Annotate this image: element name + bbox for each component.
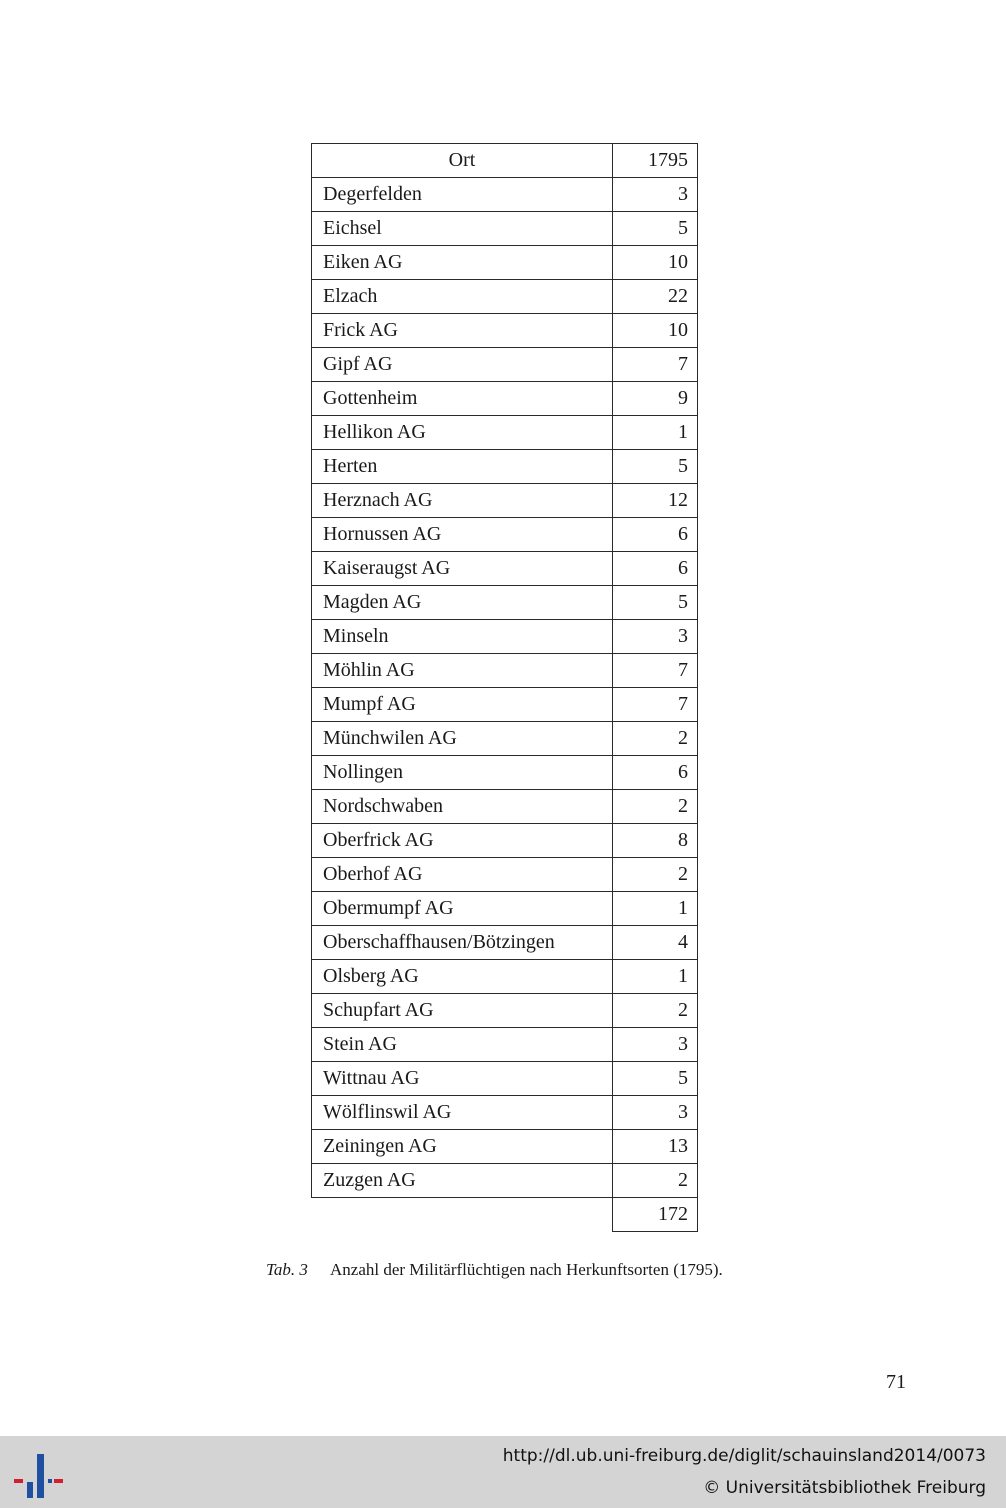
cell-count: 7	[613, 654, 698, 688]
footer-copyright: © Universitätsbibliothek Freiburg	[703, 1478, 986, 1498]
table-row	[312, 518, 698, 552]
cell-count: 6	[613, 518, 698, 552]
cell-place: Möhlin AG	[312, 654, 613, 688]
table-row	[312, 212, 698, 246]
footer-url-link[interactable]: http://dl.ub.uni-freiburg.de/diglit/schauinsland2014/0073	[502, 1446, 986, 1466]
cell-place: Elzach	[312, 280, 613, 314]
cell-total: 172	[613, 1198, 698, 1232]
caption-label: Tab. 3	[266, 1260, 308, 1279]
cell-place: Nordschwaben	[312, 790, 613, 824]
cell-count: 6	[613, 552, 698, 586]
cell-count: 1	[613, 960, 698, 994]
cell-count: 10	[613, 314, 698, 348]
cell-count: 10	[613, 246, 698, 280]
cell-count: 2	[613, 858, 698, 892]
table-row	[312, 314, 698, 348]
table-total-row	[312, 1198, 698, 1232]
table-row	[312, 484, 698, 518]
cell-place: Zuzgen AG	[312, 1164, 613, 1198]
cell-place: Obermumpf AG	[312, 892, 613, 926]
cell-place: Magden AG	[312, 586, 613, 620]
cell-count: 2	[613, 1164, 698, 1198]
data-table	[311, 143, 698, 1232]
cell-place: Oberschaffhausen/Bötzingen	[312, 926, 613, 960]
cell-place: Hellikon AG	[312, 416, 613, 450]
table-row	[312, 416, 698, 450]
header-place: Ort	[312, 144, 613, 178]
table-header-row	[312, 144, 698, 178]
footer-bar	[0, 1436, 1006, 1508]
cell-count: 1	[613, 416, 698, 450]
table-row	[312, 1096, 698, 1130]
cell-count: 5	[613, 1062, 698, 1096]
caption-text: Anzahl der Militärflüchtigen nach Herkunftsorten (1795).	[330, 1260, 723, 1279]
cell-count: 5	[613, 586, 698, 620]
table-row	[312, 1164, 698, 1198]
table-row	[312, 756, 698, 790]
table-row	[312, 586, 698, 620]
cell-count: 3	[613, 1096, 698, 1130]
table-row	[312, 858, 698, 892]
table-row	[312, 790, 698, 824]
cell-place: Eiken AG	[312, 246, 613, 280]
table-row	[312, 280, 698, 314]
cell-count: 22	[613, 280, 698, 314]
cell-count: 4	[613, 926, 698, 960]
cell-count: 12	[613, 484, 698, 518]
cell-place: Schupfart AG	[312, 994, 613, 1028]
table-row	[312, 688, 698, 722]
table-row	[312, 654, 698, 688]
header-year: 1795	[613, 144, 698, 178]
cell-place: Kaiseraugst AG	[312, 552, 613, 586]
cell-place: Gipf AG	[312, 348, 613, 382]
cell-place: Zeiningen AG	[312, 1130, 613, 1164]
table-row	[312, 892, 698, 926]
cell-place: Frick AG	[312, 314, 613, 348]
cell-place: Oberfrick AG	[312, 824, 613, 858]
cell-place: Gottenheim	[312, 382, 613, 416]
cell-place: Nollingen	[312, 756, 613, 790]
table-row	[312, 178, 698, 212]
cell-place: Oberhof AG	[312, 858, 613, 892]
cell-place: Wittnau AG	[312, 1062, 613, 1096]
page-number: 71	[886, 1371, 906, 1393]
table-row	[312, 960, 698, 994]
table-row	[312, 722, 698, 756]
cell-place: Hornussen AG	[312, 518, 613, 552]
table-row	[312, 994, 698, 1028]
cell-count: 2	[613, 790, 698, 824]
ub-freiburg-logo-icon	[13, 1450, 65, 1502]
cell-place: Herten	[312, 450, 613, 484]
table-row	[312, 382, 698, 416]
cell-count: 3	[613, 1028, 698, 1062]
cell-count: 7	[613, 688, 698, 722]
table-row	[312, 620, 698, 654]
table-row	[312, 552, 698, 586]
cell-count: 2	[613, 722, 698, 756]
cell-place: Münchwilen AG	[312, 722, 613, 756]
table-row	[312, 926, 698, 960]
cell-place: Herznach AG	[312, 484, 613, 518]
cell-count: 2	[613, 994, 698, 1028]
table-row	[312, 450, 698, 484]
cell-count: 5	[613, 450, 698, 484]
table-row	[312, 1028, 698, 1062]
cell-place: Stein AG	[312, 1028, 613, 1062]
cell-count: 5	[613, 212, 698, 246]
table-row	[312, 246, 698, 280]
total-empty-cell	[312, 1198, 613, 1232]
cell-place: Olsberg AG	[312, 960, 613, 994]
table-row	[312, 1062, 698, 1096]
cell-place: Minseln	[312, 620, 613, 654]
cell-place: Mumpf AG	[312, 688, 613, 722]
cell-count: 1	[613, 892, 698, 926]
cell-count: 6	[613, 756, 698, 790]
table-row	[312, 824, 698, 858]
cell-count: 8	[613, 824, 698, 858]
cell-place: Wölflinswil AG	[312, 1096, 613, 1130]
cell-place: Degerfelden	[312, 178, 613, 212]
cell-place: Eichsel	[312, 212, 613, 246]
cell-count: 3	[613, 620, 698, 654]
cell-count: 3	[613, 178, 698, 212]
cell-count: 13	[613, 1130, 698, 1164]
cell-count: 9	[613, 382, 698, 416]
table-caption	[266, 1260, 723, 1280]
cell-count: 7	[613, 348, 698, 382]
table-row	[312, 348, 698, 382]
table-row	[312, 1130, 698, 1164]
